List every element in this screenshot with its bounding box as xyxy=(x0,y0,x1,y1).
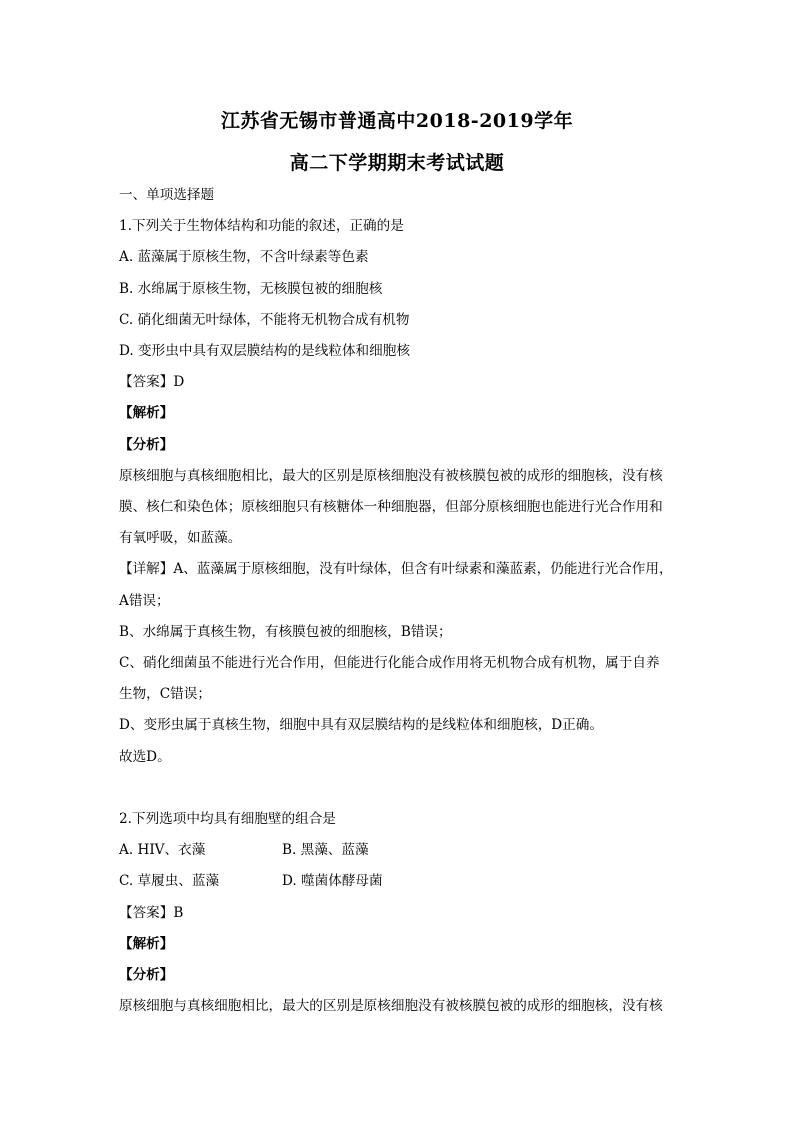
q1-detail-line-1: 【详解】A、蓝藻属于原核细胞，没有叶绿体，但含有叶绿素和藻蓝素，仍能进行光合作用， xyxy=(119,561,673,577)
q2-answer: 【答案】B xyxy=(119,905,184,921)
q1-option-b: B. 水绵属于原核生物，无核膜包被的细胞核 xyxy=(119,281,383,297)
q2-analysis-label: 【解析】 xyxy=(119,936,174,952)
q2-option-d: D. 噬菌体酵母菌 xyxy=(282,873,383,889)
q1-detail-line-4: C、硝化细菌虽不能进行光合作用，但能进行化能合成作用将无机物合成有机物，属于自养 xyxy=(119,655,660,671)
q1-fenxi-line-2: 膜、核仁和染色体；原核细胞只有核糖体一种细胞器，但部分原核细胞也能进行光合作用和 xyxy=(119,499,663,515)
q1-detail-line-7: 故选D。 xyxy=(119,749,171,765)
q1-option-d: D. 变形虫中具有双层膜结构的是线粒体和细胞核 xyxy=(119,343,410,359)
q1-detail-line-3: B、水绵属于真核生物，有核膜包被的细胞核，B错误； xyxy=(119,624,452,640)
document-title-line-2: 高二下学期期末考试试题 xyxy=(289,152,505,174)
q1-fenxi-line-1: 原核细胞与真核细胞相比，最大的区别是原核细胞没有被核膜包被的成形的细胞核，没有核 xyxy=(119,468,663,484)
q1-detail-line-6: D、变形虫属于真核生物，细胞中具有双层膜结构的是线粒体和细胞核，D正确。 xyxy=(119,717,603,733)
q1-detail-line-2: A错误； xyxy=(119,593,170,609)
q1-fenxi-line-3: 有氧呼吸，如蓝藻。 xyxy=(119,530,242,546)
q1-stem: 1.下列关于生物体结构和功能的叙述，正确的是 xyxy=(119,218,404,234)
section-heading: 一、单项选择题 xyxy=(119,187,215,203)
q2-option-a: A. HIV、衣藻 xyxy=(119,842,206,858)
q1-detail-line-5: 生物，C错误； xyxy=(119,686,211,702)
q2-option-c: C. 草履虫、蓝藻 xyxy=(119,873,220,889)
q2-fenxi-label: 【分析】 xyxy=(119,967,174,983)
q1-option-c: C. 硝化细菌无叶绿体，不能将无机物合成有机物 xyxy=(119,312,410,328)
q1-answer: 【答案】D xyxy=(119,374,185,390)
q1-option-a: A. 蓝藻属于原核生物，不含叶绿素等色素 xyxy=(119,249,369,265)
q1-analysis-label: 【解析】 xyxy=(119,405,174,421)
document-title-line-1: 江苏省无锡市普通高中2018-2019学年 xyxy=(220,110,574,132)
q2-option-b: B. 黑藻、蓝藻 xyxy=(282,842,369,858)
q1-fenxi-label: 【分析】 xyxy=(119,437,174,453)
q2-fenxi-line-1: 原核细胞与真核细胞相比，最大的区别是原核细胞没有被核膜包被的成形的细胞核，没有核 xyxy=(119,998,663,1014)
q2-stem: 2.下列选项中均具有细胞壁的组合是 xyxy=(119,811,336,827)
